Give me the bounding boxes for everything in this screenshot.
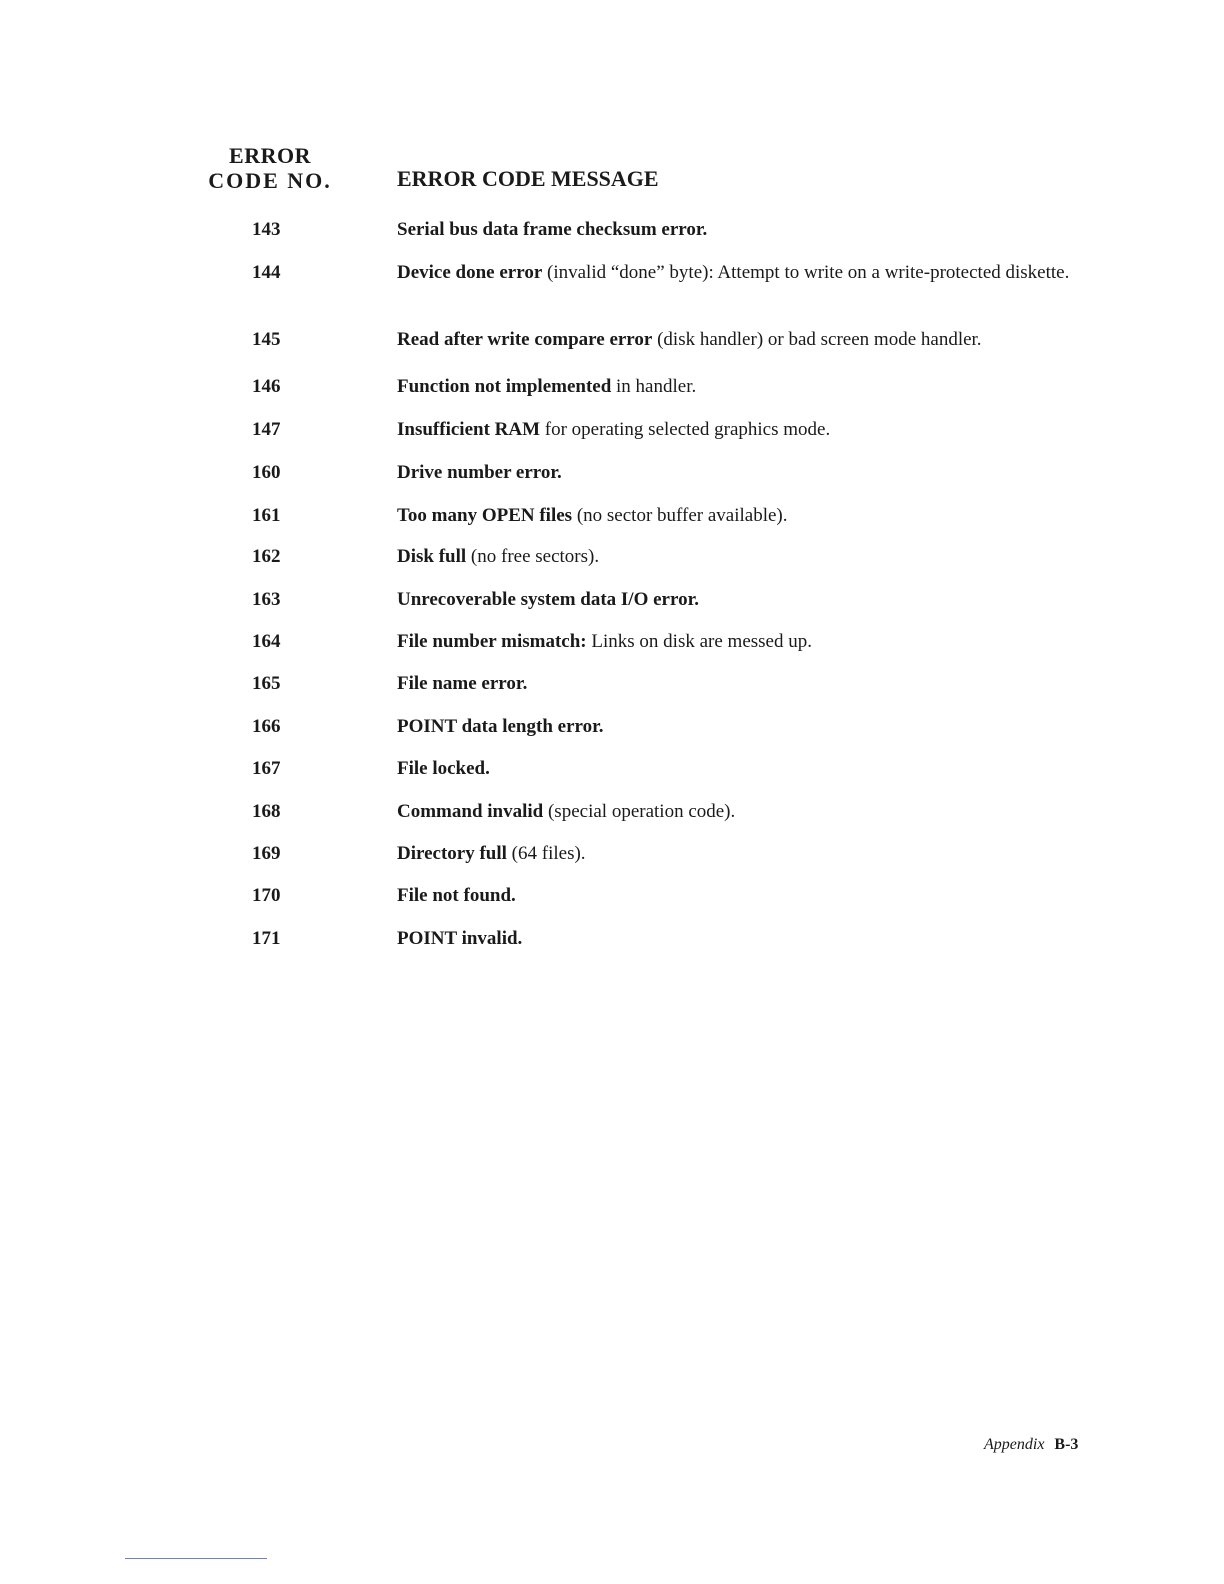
error-message-detail: (64 files). — [506, 843, 586, 864]
error-message — [397, 462, 1122, 484]
error-message-title: Too many OPEN files — [397, 505, 573, 526]
error-message-title: Function not implemented — [397, 376, 612, 397]
error-message-detail: for operating selected graphics mode. — [540, 419, 831, 440]
error-message — [397, 505, 1122, 527]
error-message-title: Serial bus data frame checksum error. — [397, 219, 708, 240]
error-message — [397, 262, 1122, 284]
error-message-detail: in handler. — [611, 376, 697, 397]
error-message-title: Read after write compare error — [397, 329, 653, 350]
error-message-title: File locked. — [397, 758, 490, 779]
error-message — [397, 928, 1122, 950]
header-code-line-1: ERROR — [229, 143, 311, 168]
error-message-title: Insufficient RAM — [397, 419, 541, 440]
error-message-title: Command invalid — [397, 801, 544, 822]
error-code-column-header — [190, 143, 350, 193]
error-code: 162 — [252, 546, 281, 567]
error-message-detail: (disk handler) or bad screen mode handler. — [652, 329, 982, 350]
error-code: 169 — [252, 843, 281, 864]
error-message — [397, 758, 1122, 780]
error-message-title: Directory full — [397, 843, 507, 864]
error-message-title: Disk full — [397, 546, 467, 567]
error-message-detail: (special operation code). — [543, 801, 736, 822]
error-message-column-header: ERROR CODE MESSAGE — [397, 166, 659, 191]
error-message-title: File name error. — [397, 673, 528, 694]
bottom-rule-divider — [125, 1558, 267, 1559]
error-code: 161 — [252, 505, 281, 526]
error-message — [397, 673, 1122, 695]
error-code: 143 — [252, 219, 281, 240]
header-code-line-2: CODE NO. — [208, 168, 332, 193]
error-message — [397, 419, 1122, 441]
error-code: 146 — [252, 376, 281, 397]
footer-section-label: Appendix — [984, 1436, 1045, 1453]
error-message — [397, 631, 1122, 653]
error-code: 166 — [252, 716, 281, 737]
error-code: 145 — [252, 329, 281, 350]
error-code: 164 — [252, 631, 281, 652]
error-message — [397, 801, 1122, 823]
error-code: 165 — [252, 673, 281, 694]
error-message — [397, 329, 1122, 351]
error-code: 171 — [252, 928, 281, 949]
error-code: 160 — [252, 462, 281, 483]
page-number: B-3 — [1054, 1436, 1079, 1453]
error-message-title: Unrecoverable system data I/O error. — [397, 589, 700, 610]
error-message-title: Drive number error. — [397, 462, 562, 483]
error-message-detail: (no free sectors). — [466, 546, 600, 567]
error-message-title: POINT data length error. — [397, 716, 604, 737]
error-code: 147 — [252, 419, 281, 440]
error-code: 144 — [252, 262, 281, 283]
error-message-detail: (no sector buffer available). — [572, 505, 788, 526]
error-code: 163 — [252, 589, 281, 610]
error-message-title: Device done error — [397, 262, 543, 283]
error-message-title: File number mismatch: — [397, 631, 587, 652]
error-message-title: POINT invalid. — [397, 928, 523, 949]
error-message-detail: (invalid “done” byte): Attempt to write on a write-protected diskette. — [542, 262, 1070, 283]
error-code: 170 — [252, 885, 281, 906]
error-message — [397, 376, 1122, 398]
error-message — [397, 589, 1122, 611]
error-message — [397, 885, 1122, 907]
error-message-detail: Links on disk are messed up. — [586, 631, 812, 652]
error-message-title: File not found. — [397, 885, 516, 906]
error-message — [397, 716, 1122, 738]
error-message — [397, 843, 1122, 865]
page-footer — [984, 1435, 1078, 1455]
error-message — [397, 546, 1122, 568]
error-code: 168 — [252, 801, 281, 822]
error-code: 167 — [252, 758, 281, 779]
error-message — [397, 219, 1122, 241]
